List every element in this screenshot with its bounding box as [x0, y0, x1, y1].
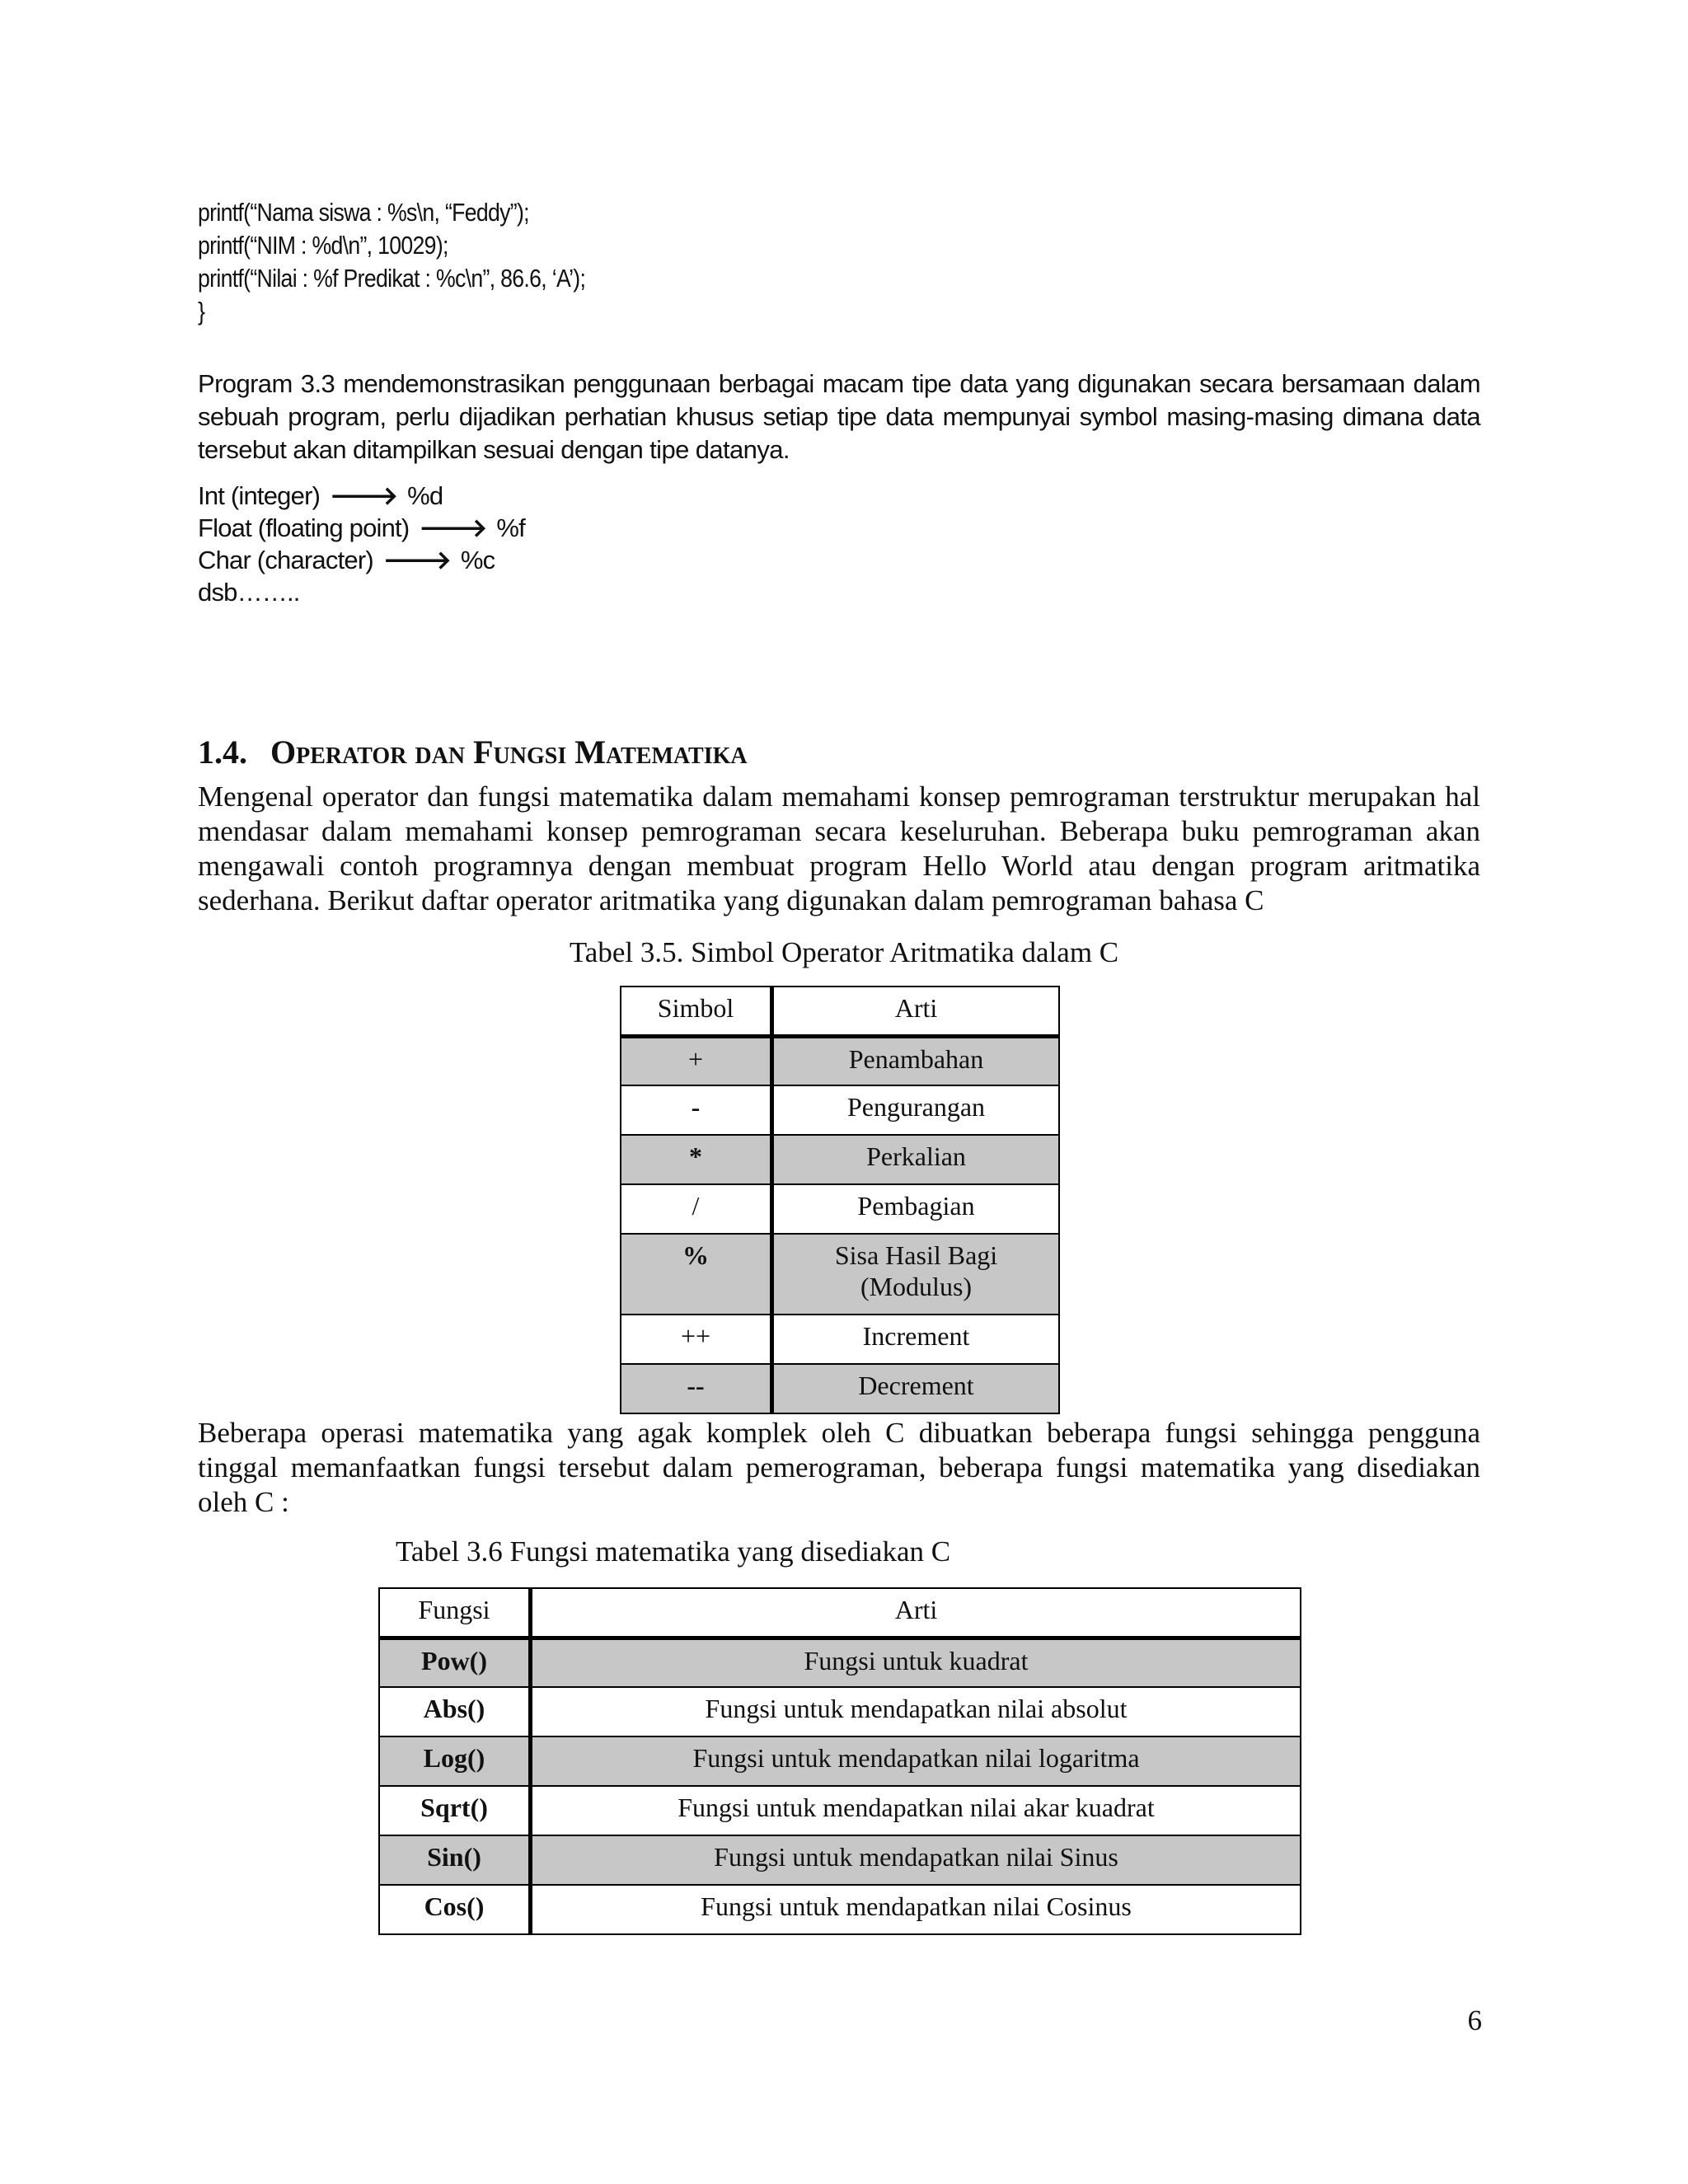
operator-meaning: Increment [772, 1315, 1060, 1364]
functions-intro-paragraph: Beberapa operasi matematika yang agak komplek oleh C dibuatkan beberapa fungsi sehingga pengguna tinggal memanfaatkan fungsi tersebut dalam pemerograman, beberapa fungsi matematika yang disediakan oleh C : [198, 1417, 1480, 1518]
code-line: printf(“Nilai : %f Predikat : %c\n”, 86.6, ‘A’); [198, 264, 586, 293]
table-row [621, 1364, 1059, 1413]
format-symbol: %d [407, 481, 443, 510]
table-row [379, 1687, 1301, 1736]
function-meaning: Fungsi untuk mendapatkan nilai akar kuadrat [531, 1786, 1301, 1835]
table-row [379, 1885, 1301, 1934]
operator-symbol: + [621, 1036, 772, 1085]
column-header-function: Fungsi [379, 1588, 531, 1638]
code-line: printf(“Nama siswa : %s\n, “Feddy”); [198, 198, 529, 227]
column-header-meaning: Arti [772, 987, 1060, 1036]
operator-symbol: - [621, 1085, 772, 1135]
right-arrow-icon: 🡒 [382, 546, 452, 574]
format-symbol: %f [496, 513, 525, 542]
intro-paragraph: Program 3.3 mendemonstrasikan penggunaan berbagai macam tipe data yang digunakan secara bersamaan dalam sebuah program, perlu dijadikan perhatian khusus setiap tipe data mempunyai symbol masing-masing dimana data tersebut akan ditampilkan sesuai dengan tipe datanya. [198, 369, 1480, 464]
math-function-table [378, 1587, 1301, 1935]
type-name: Char (character) [198, 546, 373, 574]
right-arrow-icon: 🡒 [419, 513, 487, 542]
table-caption-functions: Tabel 3.6 Fungsi matematika yang disediakan C [396, 1535, 951, 1568]
function-meaning: Fungsi untuk mendapatkan nilai absolut [531, 1687, 1301, 1736]
function-name: Pow() [379, 1638, 531, 1687]
operator-meaning: Sisa Hasil Bagi (Modulus) [772, 1234, 1060, 1315]
function-name: Sqrt() [379, 1786, 531, 1835]
operator-intro-paragraph: Mengenal operator dan fungsi matematika dalam memahami konsep pemrograman terstruktur merupakan hal mendasar dalam memahami konsep pemrograman secara keseluruhan. Beberapa buku pemrograman akan mengawali contoh programnya dengan membuat program Hello World atau dengan program aritmatika sederhana. Berikut daftar operator aritmatika yang digunakan dalam pemrograman bahasa C [198, 780, 1480, 916]
operator-meaning: Penambahan [772, 1036, 1060, 1085]
type-name: Int (integer) [198, 481, 321, 510]
function-meaning: Fungsi untuk mendapatkan nilai Cosinus [531, 1885, 1301, 1934]
table-header-row [379, 1588, 1301, 1638]
operator-symbol: -- [621, 1364, 772, 1413]
operator-table [620, 986, 1060, 1414]
code-line: printf(“NIM : %d\n”, 10029); [198, 231, 448, 260]
table-row [621, 1135, 1059, 1184]
function-name: Log() [379, 1736, 531, 1786]
column-header-meaning: Arti [531, 1588, 1301, 1638]
operator-symbol: % [621, 1234, 772, 1315]
type-symbol-item [198, 512, 525, 544]
operator-meaning: Pengurangan [772, 1085, 1060, 1135]
table-row [621, 1184, 1059, 1234]
table-row [621, 1234, 1059, 1315]
section-number: 1.4. [198, 733, 247, 771]
type-symbol-list [198, 480, 525, 608]
table-row [379, 1835, 1301, 1885]
operator-symbol: / [621, 1184, 772, 1234]
table-row [621, 1036, 1059, 1085]
operator-meaning: Pembagian [772, 1184, 1060, 1234]
operator-meaning: Decrement [772, 1364, 1060, 1413]
function-meaning: Fungsi untuk kuadrat [531, 1638, 1301, 1687]
format-symbol: %c [460, 546, 495, 574]
table-caption-operators: Tabel 3.5. Simbol Operator Aritmatika dalam C [569, 936, 1119, 968]
section-heading [198, 732, 748, 773]
table-row [621, 1315, 1059, 1364]
table-row [621, 1085, 1059, 1135]
function-name: Abs() [379, 1687, 531, 1736]
operator-symbol: ++ [621, 1315, 772, 1364]
code-snippet [198, 196, 585, 328]
function-meaning: Fungsi untuk mendapatkan nilai Sinus [531, 1835, 1301, 1885]
function-name: Cos() [379, 1885, 531, 1934]
type-name: Float (floating point) [198, 513, 410, 542]
function-meaning: Fungsi untuk mendapatkan nilai logaritma [531, 1736, 1301, 1786]
code-line: } [198, 297, 205, 326]
type-symbol-item [198, 480, 525, 512]
section-title: Operator dan Fungsi Matematika [270, 733, 748, 771]
table-row [379, 1786, 1301, 1835]
operator-symbol: * [621, 1135, 772, 1184]
column-header-symbol: Simbol [621, 987, 772, 1036]
operator-meaning: Perkalian [772, 1135, 1060, 1184]
table-row [379, 1736, 1301, 1786]
table-row [379, 1638, 1301, 1687]
type-list-etc: dsb…….. [198, 578, 300, 607]
type-symbol-item [198, 544, 525, 576]
right-arrow-icon: 🡒 [329, 481, 398, 510]
function-name: Sin() [379, 1835, 531, 1885]
page-number: 6 [1467, 2004, 1482, 2036]
table-header-row [621, 987, 1059, 1036]
